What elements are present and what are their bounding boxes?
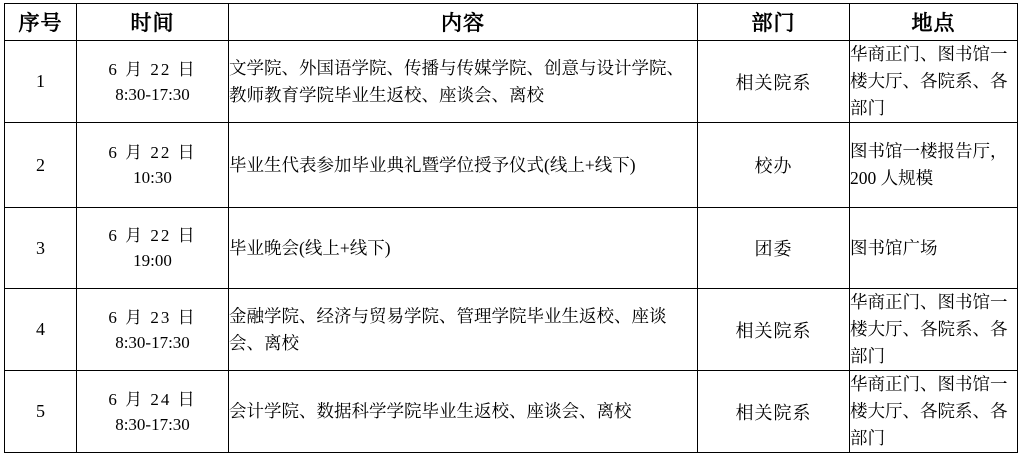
cell-time-date: 6 月 22 日 — [108, 226, 197, 245]
cell-place: 图书馆一楼报告厅，200 人规模 — [850, 123, 1018, 208]
column-header-place: 地点 — [850, 4, 1018, 41]
column-header-time: 时间 — [77, 4, 229, 41]
cell-content: 毕业晚会(线上+线下) — [229, 208, 698, 289]
cell-content: 毕业生代表参加毕业典礼暨学位授予仪式(线上+线下) — [229, 123, 698, 208]
cell-time-date: 6 月 24 日 — [108, 389, 197, 409]
table-row — [5, 41, 1018, 123]
document-page — [0, 3, 1021, 476]
cell-index: 1 — [5, 41, 77, 123]
table-row — [5, 123, 1018, 208]
cell-department: 校办 — [698, 123, 850, 208]
cell-content: 会计学院、数据科学学院毕业生返校、座谈会、离校 — [229, 371, 698, 453]
graduation-schedule-table — [4, 3, 1018, 453]
table-body — [5, 41, 1018, 453]
table-row — [5, 208, 1018, 289]
cell-content: 金融学院、经济与贸易学院、管理学院毕业生返校、座谈会、离校 — [229, 289, 698, 371]
cell-time-hours: 10:30 — [133, 168, 172, 187]
cell-time — [77, 123, 229, 208]
cell-department: 团委 — [698, 208, 850, 289]
cell-time — [77, 289, 229, 371]
cell-place: 华商正门、图书馆一楼大厅、各院系、各部门 — [850, 289, 1018, 371]
cell-department: 相关院系 — [698, 289, 850, 371]
cell-time-hours: 8:30-17:30 — [115, 332, 190, 352]
cell-time — [77, 41, 229, 123]
cell-index: 2 — [5, 123, 77, 208]
table-row — [5, 371, 1018, 453]
table-header — [5, 4, 1018, 41]
cell-time — [77, 371, 229, 453]
cell-time — [77, 208, 229, 289]
cell-time-date: 6 月 22 日 — [108, 59, 197, 79]
column-header-content: 内容 — [229, 4, 698, 41]
column-header-index: 序号 — [5, 4, 77, 41]
cell-index: 5 — [5, 371, 77, 453]
cell-time-date: 6 月 22 日 — [108, 143, 197, 162]
cell-time-hours: 8:30-17:30 — [115, 84, 190, 104]
cell-time-hours: 8:30-17:30 — [115, 414, 190, 434]
cell-time-date: 6 月 23 日 — [108, 307, 197, 327]
cell-place: 图书馆广场 — [850, 208, 1018, 289]
cell-content: 文学院、外国语学院、传播与传媒学院、创意与设计学院、教师教育学院毕业生返校、座谈会、离校 — [229, 41, 698, 123]
column-header-department: 部门 — [698, 4, 850, 41]
table-row — [5, 289, 1018, 371]
table-header-row — [5, 4, 1018, 41]
cell-place: 华商正门、图书馆一楼大厅、各院系、各部门 — [850, 371, 1018, 453]
cell-time-hours: 19:00 — [133, 251, 172, 270]
cell-index: 3 — [5, 208, 77, 289]
cell-index: 4 — [5, 289, 77, 371]
cell-department: 相关院系 — [698, 41, 850, 123]
cell-place: 华商正门、图书馆一楼大厅、各院系、各部门 — [850, 41, 1018, 123]
cell-department: 相关院系 — [698, 371, 850, 453]
